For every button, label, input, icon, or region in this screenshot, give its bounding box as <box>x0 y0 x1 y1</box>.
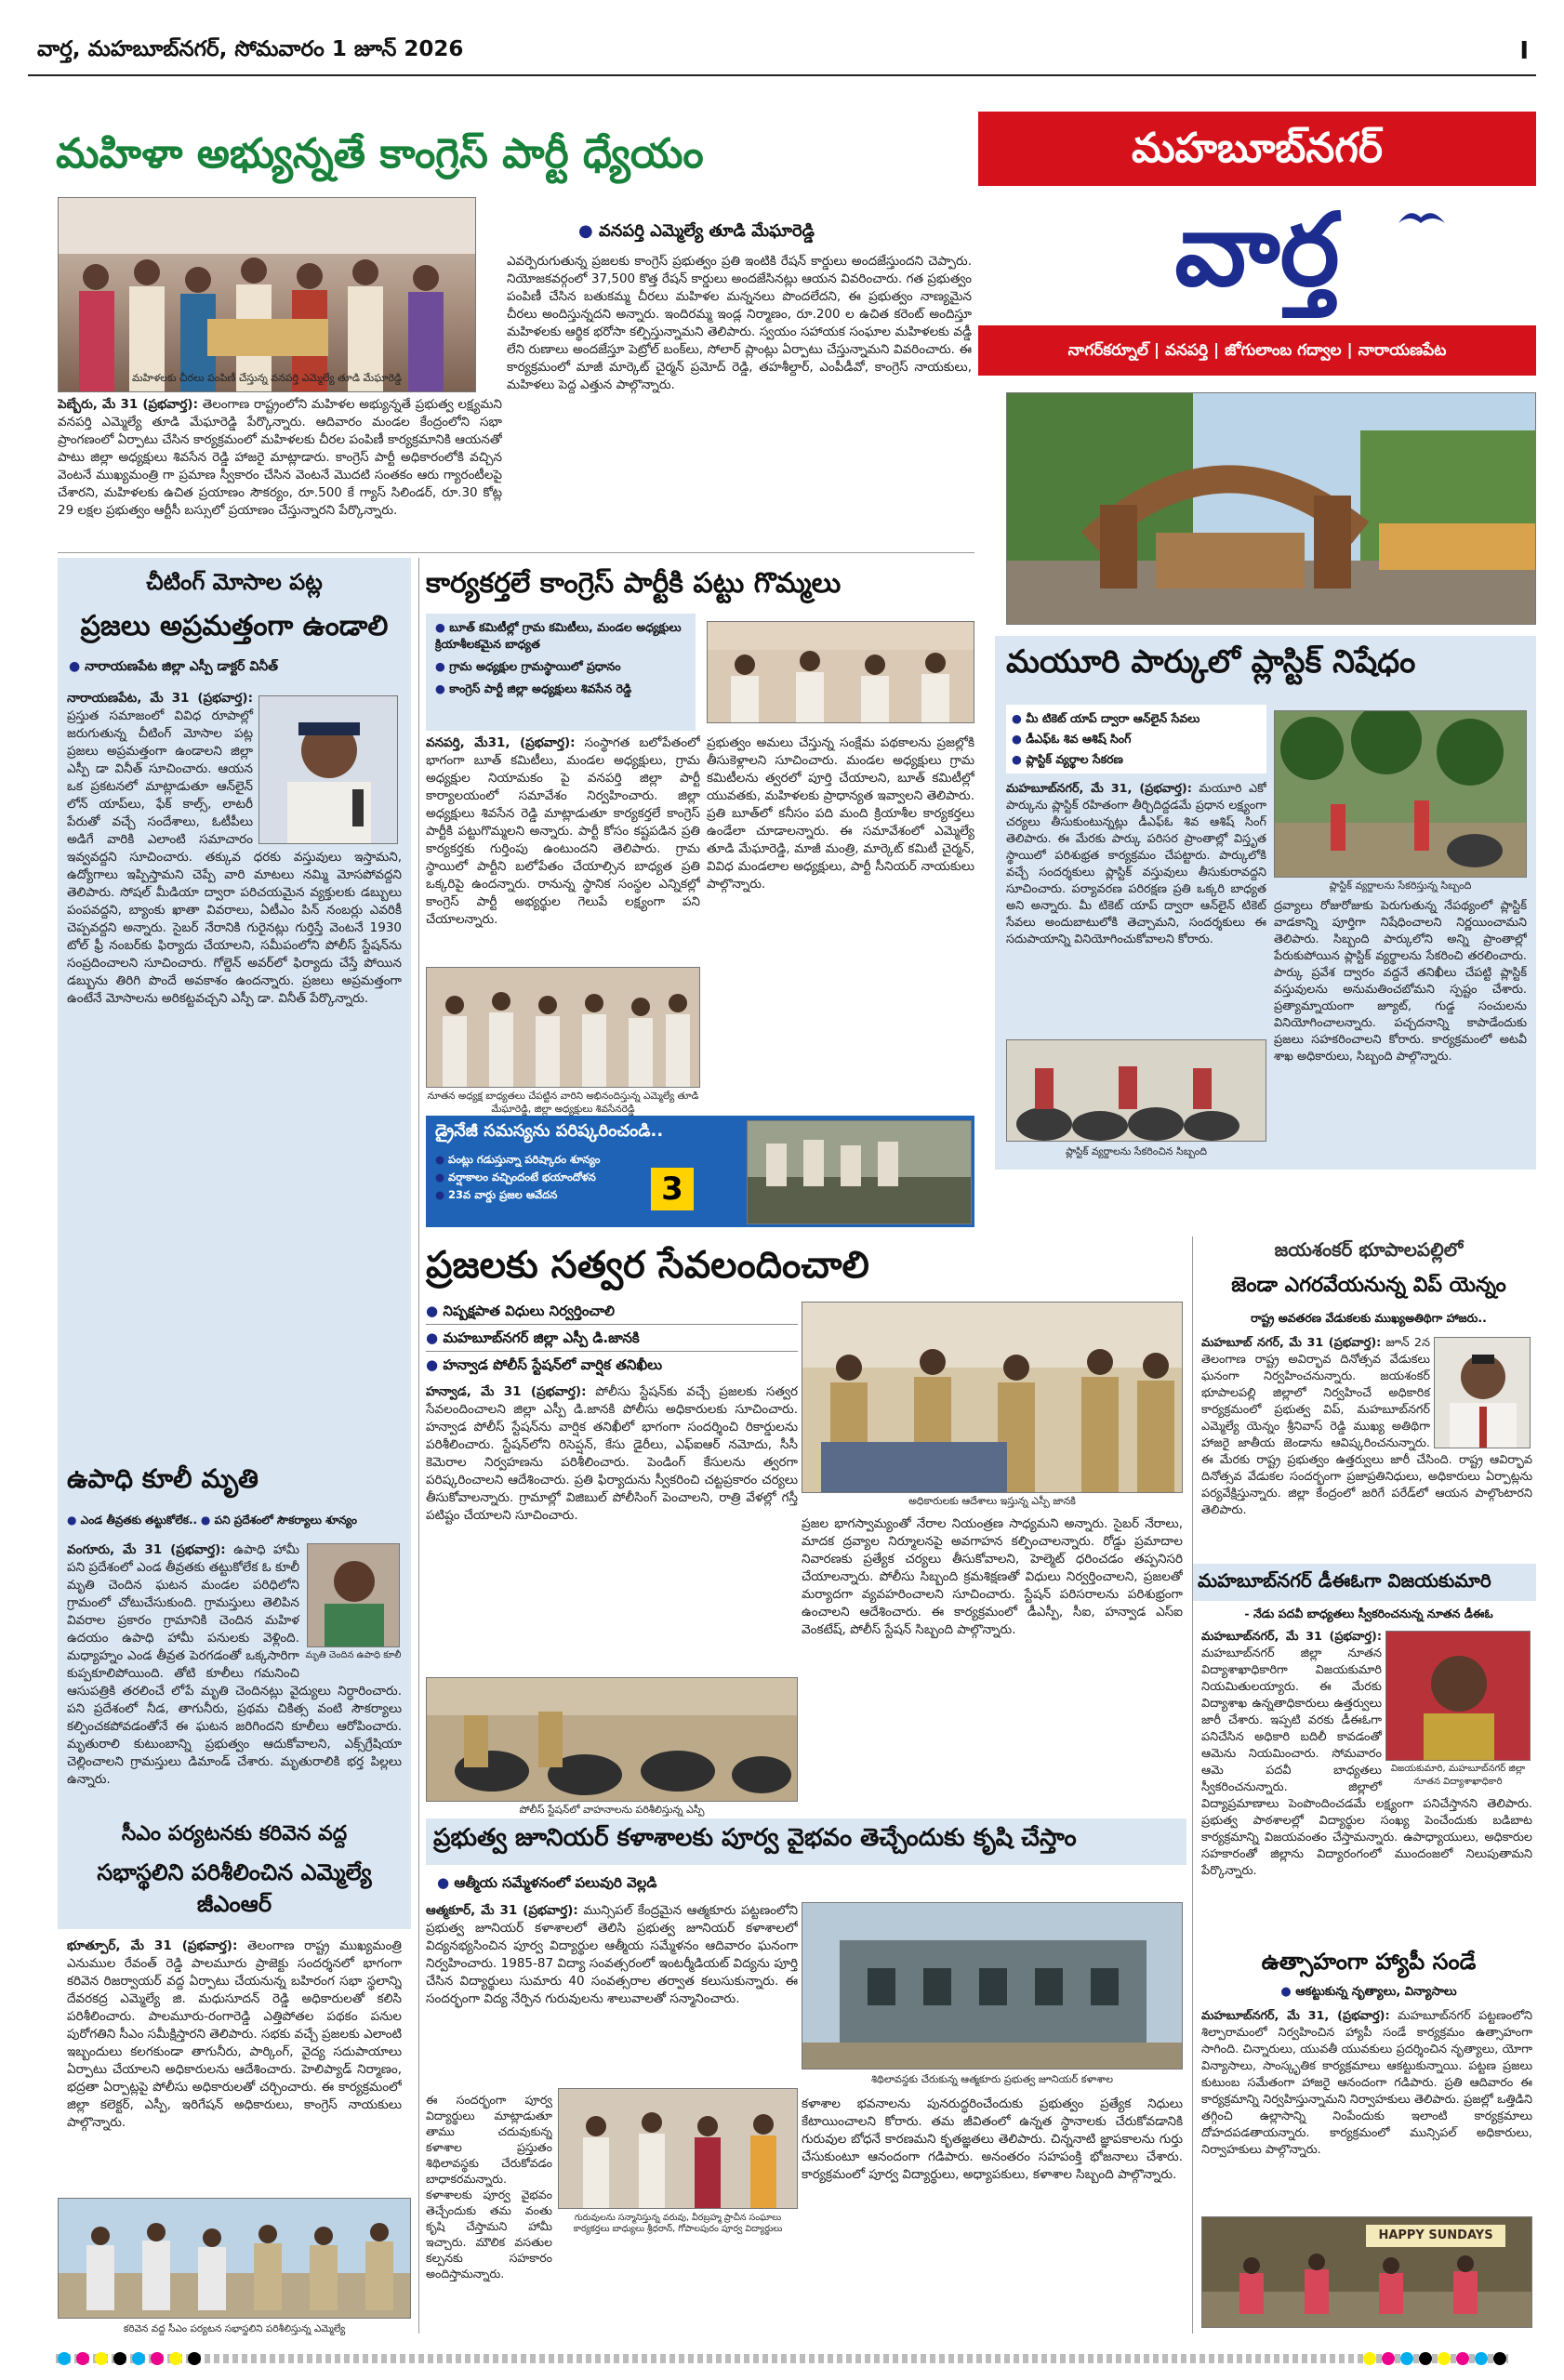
college-photo-1-caption: గురువులను సన్మానిస్తున్న వరువు, వీరబ్రహ్మ ప్రాచీన సంఘాలు కార్యకర్తలు బాధ్యులు శ్రీధరాన్, గోపాలపురం పూర్వ విద్యార్థులు <box>573 2213 783 2234</box>
mayuri-photo-2 <box>1006 1039 1266 1142</box>
workers-col1-text: సంస్థాగత బలోపేతంలో భాగంగా బూత్ కమిటీలు, మండల అధ్యక్షులు, గ్రామ అధ్యక్షుల నియామకం పై వనపర్తి జిల్లా పార్టీ కార్యాలయంలో సమావేశం నిర్వహించారు. జిల్లా అధ్యక్షులు శివసేన రెడ్డి మాట్లాడుతూ కార్యకర్తలే కాంగ్రెస్ పార్టీకి పట్టుగొమ్మలని అన్నారు. పార్టీ కోసం కష్టపడిన ప్రతి కార్యకర్తకు గుర్తింపు ఉంటుందని తెలిపారు. గ్రామ స్థాయిలో పార్టీని బలోపేతం చేయాల్సిన బాధ్యత ప్రతి ఒక్కరిపై ఉందన్నారు. రానున్న స్థానిక సంస్థల ఎన్నికల్లో కాంగ్రెస్ పార్టీ అభ్యర్థుల గెలుపే లక్ష్యంగా పని చేయాలన్నారు. <box>426 735 700 927</box>
jayashankar-body <box>1201 1335 1532 1549</box>
mayuri-bullet-3: ● ప్లాస్టిక్ వ్యర్థాల సేకరణ <box>1012 749 1261 770</box>
drainage-bullet-3: ● 23వ వార్డు ప్రజల ఆవేదన <box>435 1186 742 1204</box>
masthead <box>978 112 1536 385</box>
cheating-byline: ● నారాయణపేట జిల్లా ఎస్పీ డాక్టర్ వినీత్ <box>69 656 404 677</box>
drainage-teaser <box>426 1116 974 1227</box>
college-col3 <box>802 2096 1183 2328</box>
workers-bullet-3: ● కాంగ్రెస్ పార్టీ జిల్లా అధ్యక్షులు శివసేన రెడ్డి <box>435 681 686 697</box>
vijaya-headline: మహబూబ్‌నగర్ డీఈఓగా విజయకుమారి <box>1198 1569 1491 1592</box>
header-rule <box>28 74 1536 76</box>
mayuri-bullet-1: ● మీ టికెట్ యాప్ ద్వారా ఆన్‌లైన్ సేవలు <box>1012 708 1261 729</box>
death-photo-caption: మృతి చెందిన ఉపాధి కూలీ <box>305 1650 402 1660</box>
college-dateline: ఆత్మకూర్, మే 31 (ప్రభవార్త): <box>426 1903 578 1918</box>
jayashankar-body-text: జూన్ 2న తెలంగాణ రాష్ట్ర అవిర్భావ దినోత్సవ వేడుకలు ఘనంగా నిర్వహించనున్నారు. జయశంకర్ భూపాలపల్లి జిల్లాలో నిర్వహించే అధికారిక కార్యక్రమంలో ప్రభుత్వ విప్, మహబూబ్‌నగర్ ఎమ్మెల్యే యెన్నం శ్రీనివాస్ రెడ్డి ముఖ్య అతిథిగా హాజరై జాతీయ జెండాను ఆవిష్కరించనున్నారు. ఈ మేరకు రాష్ట్ర ప్రభుత్వం ఉత్తర్వులు జారీ చేసింది. రాష్ట్ర ఆవిర్భావ దినోత్సవ వేడుకల సందర్భంగా ప్రజాప్రతినిధులు, అధికారులు ఏర్పాట్లను పర్యవేక్షిస్తున్నారు. జిల్లా కేంద్రంలో జరిగే పరేడ్‌లో ఆయన పాల్గొంటారని తెలిపారు. <box>1201 1336 1532 1517</box>
workers-headline: కార్యకర్తలే కాంగ్రెస్ పార్టీకి పట్టు గొమ్మలు <box>426 567 842 600</box>
workers-photo-caption: నూతన అధ్యక్ష బాధ్యతలు చేపట్టిన వారిని అభినందిస్తున్న ఎమ్మెల్యే తూడి మేఘారెడ్డి, జిల్లా అధ్యక్షులు శివసేనరెడ్డి <box>427 1091 699 1115</box>
mayuri-photo-1 <box>1274 710 1527 878</box>
rule-lead-bottom <box>58 552 974 553</box>
lead-photo <box>58 197 476 392</box>
mayuri-photo-2-caption: ప్లాస్టిక్ వ్యర్థాలను సేకరించిన సిబ్బంది <box>1065 1145 1208 1157</box>
college-photo-1 <box>558 2088 798 2209</box>
services-photo-1 <box>802 1302 1183 1493</box>
registration-dots <box>56 2350 223 2367</box>
drainage-photo <box>747 1120 972 1224</box>
sunday-banner: HAPPY SUNDAYS <box>1366 2225 1505 2247</box>
jayashankar-sub: రాష్ట్ర అవతరణ వేడుకలకు ముఖ్యఅతిథిగా హాజరు.. <box>1251 1311 1487 1325</box>
services-col1-text: పోలీసు స్టేషన్‌కు వచ్చే ప్రజలకు సత్వర సేవలందించాలని జిల్లా ఎస్పీ డి.జానకి పోలీసు అధికారులకు సూచించారు. హన్వాడ పోలీస్ స్టేషన్‌ను వార్షిక తనిఖీలో భాగంగా సందర్శించి రికార్డులను పరిశీలించారు. స్టేషన్‌లోని రిసెప్షన్, కేసు డైరీలు, ఎఫ్‌ఐఆర్ నమోదు, సీసీ కెమెరాల నిర్వహణను పరిశీలించారు. పెండింగ్ కేసులను త్వరగా పరిష్కరించాలని ఆదేశించారు. ప్రతి ఫిర్యాదును స్వీకరించి చట్టప్రకారం చర్యలు తీసుకోవాలన్నారు. గ్రామాల్లో విజిబుల్ పోలీసింగ్ పెంచాలని, రాత్రి వేళల్లో గస్తీ పటిష్టం చేయాలని సూచించారు. <box>426 1384 798 1523</box>
drain-image <box>748 1121 971 1223</box>
cm-headline: సభాస్థలిని పరిశీలించిన ఎమ్మెల్యే జీఎంఆర్ <box>97 1859 372 1917</box>
workers-col2-text: ప్రభుత్వం అమలు చేస్తున్న సంక్షేమ పథకాలను ప్రజల్లోకి తీసుకెళ్లాలని సూచించారు. మండల అధ్యక్షులు గ్రామ కమిటీలను త్వరలో పూర్తి చేయాలని, బూత్ కమిటీల్లో యువతకు, మహిళలకు ప్రాధాన్యత ఇవ్వాలని తెలిపారు. ప్రతి బూత్‌లో కనీసం పది మంది క్రియాశీల కార్యకర్తలు ఉండేలా చూడాలన్నారు. ఈ సమావేశంలో ఎమ్మెల్యే తూడి మేఘారెడ్డి, మాజీ మంత్రి, మార్కెట్ కమిటీ చైర్మన్, వివిధ మండలాల అధ్యక్షులు, పార్టీ సీనియర్ నాయకులు పాల్గొన్నారు. <box>707 735 974 892</box>
death-kicker-2: ● పని ప్రదేశంలో సౌకర్యాలు శూన్యం <box>201 1514 357 1527</box>
services-headline: ప్రజలకు సత్వర సేవలందించాలి <box>426 1244 869 1287</box>
services-dateline: హన్వాడ, మే 31 (ప్రభవార్త): <box>426 1384 587 1399</box>
workers-bullet-1: ● బూత్ కమిటీల్లో గ్రామ కమిటీలు, మండల అధ్యక్షులు క్రియాశీలకమైన బాధ్యత <box>435 619 686 653</box>
lead-col2-text: ఎవర్పెరుగుతున్న ప్రజలకు కాంగ్రెస్ ప్రభుత్వం ప్రతి ఇంటికి రేషన్ కార్డులు అందజేస్తుందని చెప్పారు. నియోజకవర్గంలో 37,500 కొత్త రేషన్ కార్డులు అందజేసినట్లు ఆయన వివరించారు. గత ప్రభుత్వం పంపిణీ చేసిన బతుకమ్మ చీరలు మహిళల మన్ననలు పొందలేదని, ఈ ప్రభుత్వం నాణ్యమైన చీరలు అందిస్తున్నదని అన్నారు. ఇందిరమ్మ ఇండ్ల నిర్మాణం, రూ.200 ల ఉచిత కరెంట్ అందిస్తూ మహిళలకు ఆర్థిక భరోసా కల్పిస్తున్నామని తెలిపారు. స్వయం సహాయక సంఘాల మహిళలకు వడ్డీ లేని రుణాలు అందజేస్తూ పెట్రోల్ బంక్‌లు, సోలార్ ప్లాంట్లు ఏర్పాటు చేస్తున్నామని వివరించారు. ఈ కార్యక్రమంలో మాజీ మార్కెట్ చైర్మన్ ప్రమోద్ రెడ్డి, తహశీల్దార్, ఎంపీడీవో, కాంగ్రెస్ నాయకులు, మహిళలు పెద్ద ఎత్తున పాల్గొన్నారు. <box>507 254 972 392</box>
rule-left <box>418 558 419 2334</box>
drainage-headline: డ్రైనేజీ సమస్యను పరిష్కరించండి.. <box>435 1121 664 1141</box>
mayuri-body-text: మయూరి ఎకో పార్కును ప్లాస్టిక్ రహితంగా తీర్చిదిద్దడమే ప్రధాన లక్ష్యంగా చర్యలు తీసుకుంటున్నట్లు డీఎఫ్‌ఓ శివ ఆశిష్ సింగ్ తెలిపారు. ఈ మేరకు పార్కు పరిసర ప్రాంతాల్లో విస్తృత స్థాయిలో పరిశుభ్రత కార్యక్రమం చేపట్టారు. పార్కులోకి వచ్చే సందర్శకులు ప్లాస్టిక్ వస్తువులు తీసుకురావద్దని సూచించారు. పర్యావరణ పరిరక్షణ ప్రతి ఒక్కరి బాధ్యత అని అన్నారు. మీ టికెట్ యాప్ ద్వారా ఆన్‌లైన్ టికెట్ సేవలు అందుబాటులోకి తెచ్చామని, సందర్శకులు ఈ సదుపాయాన్ని వినియోగించుకోవాలని కోరారు. <box>1006 782 1266 946</box>
services-col1 <box>426 1383 798 1672</box>
cm-photo-caption: కరివెన వద్ద సీఎం పర్యటన సభాస్థలిని పరిశీలిస్తున్న ఎమ్మెల్యే <box>123 2323 346 2334</box>
site-inspection-image <box>59 2199 411 2319</box>
workers-bullet-box <box>426 614 696 731</box>
mayuri-headline: మయూరి పార్కులో ప్లాస్టిక్ నిషేధం <box>1006 643 1416 681</box>
lead-col1-text: తెలంగాణ రాష్ట్రంలోని మహిళల అభ్యున్నతే ప్రభుత్వ లక్ష్యమని వనపర్తి ఎమ్మెల్యే తూడి మేఘారెడ్డి పేర్కొన్నారు. ఆదివారం మండల కేంద్రంలోని సభా ప్రాంగణంలో ఏర్పాటు చేసిన కార్యక్రమంలో మహిళలకు చీరల పంపిణీ కార్యక్రమానికి ఆయనతో పాటు జిల్లా అధ్యక్షులు శివసేన రెడ్డి హాజరై మాట్లాడారు. కాంగ్రెస్ పార్టీ అధికారంలోకి వచ్చిన వెంటనే ముఖ్యమంత్రి గా ప్రమాణ స్వీకారం చేసిన వెంటనే మొదటి సంతకం ఆరు గ్యారంటీలపై చేశారని, మహిళలకు ఉచిత ప్రయాణం సౌకర్యం, రూ.500 కే గ్యాస్ సిలిండర్, రూ.30 కోట్ల 29 లక్షల ప్రభుత్వం ఆర్టీసీ బస్సులో ప్రయాణం చేస్తున్నారని పేర్కొన్నారు. <box>58 397 502 518</box>
rule-right <box>1192 1236 1193 2334</box>
college-col3-text: కళాశాల భవనాలను పునరుద్ధరించేందుకు ప్రభుత్వం ప్రత్యేక నిధులు కేటాయించాలని కోరారు. తమ జీవితంలో ఉన్నత స్థానాలకు చేరుకోవడానికి గురువుల బోధనే కారణమని కృతజ్ఞతలు తెలిపారు. చిన్ననాటి జ్ఞాపకాలను గుర్తు చేసుకుంటూ ఆనందంగా గడిపారు. అనంతరం సహపంక్తి భోజనాలు చేశారు. కార్యక్రమంలో పూర్వ విద్యార్థులు, అధ్యాపకులు, కళాశాల సిబ్బంది పాల్గొన్నారు. <box>802 2096 1183 2182</box>
park-gate-image <box>1007 393 1536 625</box>
cheating-dateline: నారాయణపేట, మే 31 (ప్రభవార్త): <box>67 691 253 706</box>
dateline: వార్త, మహబూబ్‌నగర్, సోమవారం 1 జూన్ 2026 <box>37 37 464 61</box>
jayashankar-kicker: జయశంకర్ భూపాలపల్లిలో <box>1274 1238 1464 1261</box>
collected-waste-image <box>1007 1040 1266 1142</box>
sunday-body-text: మహబూబ్‌నగర్ పట్టణంలోని శిల్పారామంలో నిర్వహించిన హ్యాపీ సండే కార్యక్రమం ఉత్సాహంగా సాగింది. చిన్నారులు, యువతీ యువకులు ప్రదర్శించిన నృత్యాలు, యోగా విన్యాసాలు, సాంస్కృతిక కార్యక్రమాలు ఆకట్టుకున్నాయి. పట్టణ ప్రజలు కుటుంబ సమేతంగా హాజరై ఆనందంగా గడిపారు. ప్రతి ఆదివారం ఈ కార్యక్రమాన్ని నిర్వహిస్తున్నామని నిర్వాహకులు తెలిపారు. ప్రజల్లో ఒత్తిడిని తగ్గించి ఉల్లాసాన్ని నింపేందుకు ఇలాంటి కార్యక్రమాలు దోహదపడతాయన్నారు. కార్యక్రమంలో మున్సిపల్ అధికారులు, నిర్వాహకులు పాల్గొన్నారు. <box>1201 2009 1532 2157</box>
college-col1b <box>426 2092 552 2328</box>
services-photo-2-caption: పోలీస్ స్టేషన్‌లో వాహనాలను పరిశీలిస్తున్న ఎస్పీ <box>519 1804 705 1816</box>
mayuri-bullet-2: ● డీఎఫ్‌ఓ శివ ఆశిష్ సింగ్ <box>1012 729 1261 749</box>
vijaya-body <box>1201 1629 1532 1934</box>
death-kickers <box>67 1510 402 1530</box>
workers-dateline: వనపర్తి, మే31, (ప్రభవార్త): <box>426 735 576 750</box>
services-bullet-2: ● మహబూబ్‌నగర్ జిల్లా ఎస్పీ డి.జానకి <box>426 1325 798 1352</box>
page-header <box>28 37 1536 74</box>
cheating-headline: ప్రజలు అప్రమత్తంగా ఉండాలి <box>80 610 389 642</box>
vijaya-body-text: మహబూబ్‌నగర్ జిల్లా నూతన విద్యాశాఖాధికారిగా విజయకుమారి నియమితులయ్యారు. ఈ మేరకు విద్యాశాఖ ఉన్నతాధికారులు ఉత్తర్వులు జారీ చేశారు. ఇప్పటి వరకు డీఈఓగా పనిచేసిన అధికారి బదిలీ కావడంతో ఆమెను నియమించారు. సోమవారం ఆమె పదవీ బాధ్యతలు స్వీకరించనున్నారు. జిల్లాలో విద్యాప్రమాణాలు పెంపొందించడమే లక్ష్యంగా పనిచేస్తానని తెలిపారు. ప్రభుత్వ పాఠశాలల్లో విద్యార్థుల సంఖ్య పెంచేందుకు బడిబాట కార్యక్రమాన్ని విజయవంతం చేస్తామన్నారు. ఉపాధ్యాయులు, అధికారుల సహకారంతో జిల్లాను విద్యారంగంలో ముందంజలో నిలుపుతామని పేర్కొన్నారు. <box>1201 1646 1532 1878</box>
felicitation-teachers-image <box>559 2089 798 2209</box>
services-col2 <box>802 1515 1183 1755</box>
sunday-headline: ఉత్సాహంగా హ్యాపీ సండే <box>1261 1949 1477 1975</box>
cm-dateline: భూత్పూర్, మే 31 (ప్రభవార్త): <box>67 1938 238 1953</box>
masthead-city: మహబూబ్‌నగర్ <box>978 112 1536 186</box>
mayuri-dateline: మహబూబ్‌నగర్, మే 31, (ప్రభవార్త): <box>1006 782 1192 796</box>
mayuri-col2 <box>1274 898 1527 1162</box>
vehicles-inspection-image <box>427 1678 798 1802</box>
lead-kicker: ● వనపర్తి ఎమ్మెల్యే తూడి మేఘారెడ్డి <box>578 221 969 242</box>
vijaya-photo-caption: విజయకుమారి, మహబూబ్‌నగర్ జిల్లా నూతన విద్యాశాఖాధికారి <box>1390 1764 1526 1787</box>
cleanup-forest-image <box>1275 711 1527 878</box>
park-photo <box>1006 392 1536 625</box>
police-officers-image <box>802 1302 1183 1493</box>
death-headline: ఉపాధి కూలీ మృతి <box>67 1463 258 1494</box>
registration-dots-right <box>1341 2350 1508 2367</box>
college-col1 <box>426 1902 798 2088</box>
services-bullet-1: ● నిష్పక్షపాత విధులు నిర్వర్తించాలి <box>426 1298 798 1325</box>
workers-photo-1 <box>707 621 974 723</box>
services-bullets <box>426 1298 798 1378</box>
college-col1-text: మున్సిపల్ కేంద్రమైన ఆత్మకూరు పట్టణంలోని ప్రభుత్వ జూనియర్ కళాశాలలో తెలిసి ప్రభుత్వ జూనియర్ కళాశాలలో విద్యనభ్యసించిన పూర్వ విద్యార్థుల ఆత్మీయ సమ్మేళనం ఆదివారం ఘనంగా నిర్వహించారు. 1985-87 విద్యా సంవత్సరంలో ఇంటర్మీడియట్ విద్యను పూర్తి చేసిన విద్యార్థులు సుమారు 40 సంవత్సరాల తర్వాత కలుసుకున్నారు. ఈ సందర్భంగా విద్య నేర్పిన గురువులను శాలువాలతో సన్మానించారు. <box>426 1903 798 2006</box>
workers-col1 <box>426 734 700 958</box>
lead-photo-caption: మహిళలకు చీరలు పంపిణీ చేస్తున్న వనపర్తి ఎమ్మెల్యే తూడి మేఘారెడ్డి <box>131 372 403 384</box>
people-group-image <box>59 198 476 392</box>
drainage-page-ref[interactable]: 3 <box>651 1168 694 1210</box>
page-mark: I <box>1519 37 1529 65</box>
services-photo-1-caption: అధికారులకు ఆదేశాలు ఇస్తున్న ఎస్పీ జానకి <box>908 1495 1076 1507</box>
mayuri-body <box>1006 781 1266 1034</box>
jayashankar-headline: జెండా ఎగరవేయనున్న విప్ యెన్నం <box>1231 1274 1506 1297</box>
college-photo-2 <box>802 1902 1183 2069</box>
cheating-body-text: ప్రస్తుత సమాజంలో వివిధ రూపాల్లో జరుగుతున్న చీటింగ్ మోసాల పట్ల ప్రజలు అప్రమత్తంగా ఉండాలని జిల్లా ఎస్పీ డా వినీత్ సూచించారు. ఆయన ఒక ప్రకటనలో మాట్లాడుతూ ఆన్‌లైన్ లోన్ యాప్‌లు, ఫేక్ కాల్స్, లాటరీ పేరుతో వచ్చే సందేశాలు, ఓటీపీలు అడిగే వారికి ఎలాంటి సమాచారం ఇవ్వవద్దని సూచించారు. తక్కువ ధరకు వస్తువులు ఇస్తామని, ఉద్యోగాలు ఇప్పిస్తామని చెప్పే వారి మాటలు నమ్మి మోసపోవద్దని తెలిపారు. సోషల్ మీడియా ద్వారా పరిచయమైన వ్యక్తులకు డబ్బులు పంపవద్దని, బ్యాంకు ఖాతా వివరాలు, ఏటీఎం పిన్ నంబర్లు ఎవరికీ చెప్పవద్దని అన్నారు. సైబర్ నేరానికి గురైనట్లు గుర్తిస్తే వెంటనే 1930 టోల్ ఫ్రీ నంబర్‌కు ఫిర్యాదు చేయాలని, సమీపంలోని పోలీస్ స్టేషన్‌ను సంప్రదించాలని సూచించారు. గోల్డెన్ అవర్‌లో ఫిర్యాదు చేస్తే పోయిన డబ్బును తిరిగి పొందే అవకాశం ఉందన్నారు. ప్రజలు అప్రమత్తంగా ఉంటేనే మోసాలను అరికట్టవచ్చని ఎస్పీ డా. వినీత్ పేర్కొన్నారు. <box>67 708 402 1006</box>
services-bullet-3: ● హన్వాడ పోలీస్ స్టేషన్‌లో వార్షిక తనిఖీలు <box>426 1352 798 1378</box>
drainage-bullet-1: ● పంట్లు గడుస్తున్నా పరిష్కారం శూన్యం <box>435 1151 742 1169</box>
sunday-photo <box>1201 2216 1532 2328</box>
college-bullet: ● ఆత్మీయ సమ్మేళనంలో పలువురి వెల్లడి <box>437 1872 809 1893</box>
meeting-image <box>708 622 974 723</box>
sunday-dateline: మహబూబ్‌నగర్, మే 31, (ప్రభవార్త): <box>1201 2009 1390 2023</box>
workers-bullet-2: ● గ్రామ అధ్యక్షుల గ్రామస్థాయిలో ప్రధానం <box>435 658 686 675</box>
mayuri-bullets <box>1006 705 1266 774</box>
cheating-body <box>67 690 402 1445</box>
cm-kicker: సీఎం పర్యటనకు కరివెన వద్ద <box>121 1822 348 1845</box>
lead-col1 <box>58 396 502 547</box>
vijaya-sub: - నేడు పదవీ బాధ్యతలు స్వీకరించనున్న నూతన డీఈఓ <box>1244 1606 1493 1620</box>
death-kicker-1: ● ఎండ తీవ్రతకు తట్టుకోలేక.. <box>67 1514 197 1527</box>
cm-body <box>67 1937 402 2190</box>
workers-col2 <box>707 734 974 1144</box>
cheating-kicker: చీటింగ్ మోసాల పట్ల <box>146 569 323 595</box>
death-body-text: ఉపాధి హామీ పని ప్రదేశంలో ఎండ తీవ్రతకు తట్టుకోలేక ఓ కూలీ మృతి చెందిన ఘటన మండల పరిధిలోని గ్రామంలో చోటుచేసుకుంది. గ్రామస్తులు తెలిపిన వివరాల ప్రకారం గ్రామానికి చెందిన మహిళ ఉదయం ఉపాధి హామీ పనులకు వెళ్లింది. మధ్యాహ్నం ఎండ తీవ్రత పెరగడంతో ఒక్కసారిగా కుప్పకూలిపోయింది. తోటి కూలీలు గమనించి ఆసుపత్రికి తరలించే లోపే మృతి చెందినట్లు వైద్యులు నిర్ధారించారు. పని ప్రదేశంలో నీడ, తాగునీరు, ప్రథమ చికిత్స వంటి సౌకర్యాలు కల్పించకపోవడంతోనే ఈ ఘటన జరిగిందని కూలీలు ఆరోపించారు. మృతురాలి కుటుంబాన్ని ప్రభుత్వం ఆదుకోవాలని, ఎక్స్‌గ్రేషియా చెల్లించాలని గ్రామస్తులు డిమాండ్ చేశారు. మృతురాలికి భర్త పిల్లలు ఉన్నారు. <box>67 1542 402 1787</box>
sunday-sub: ● ఆకట్టుకున్న నృత్యాలు, విన్యాసాలు <box>1201 1982 1536 2003</box>
mayuri-col2-text: ద్రవ్యాలు రోజురోజుకు పెరుగుతున్న నేపథ్యంలో ప్లాస్టిక్ వాడకాన్ని పూర్తిగా నిషేధించాలని నిర్ణయించామని తెలిపారు. సిబ్బంది పార్కులోని అన్ని ప్రాంతాల్లో పేరుకుపోయిన ప్లాస్టిక్ వ్యర్థాలను సేకరించి తరలించారు. పార్కు ప్రవేశ ద్వారం వద్దనే తనిఖీలు చేపట్టి ప్లాస్టిక్ వస్తువులను అనుమతించబోమని స్పష్టం చేశారు. ప్రత్యామ్నాయంగా జ్యూట్, గుడ్డ సంచులను వినియోగించాలన్నారు. పచ్చదనాన్ని కాపాడేందుకు ప్రజలు సహకరించాలని కోరారు. కార్యక్రమంలో అటవీ శాఖ అధికారులు, సిబ్బంది పాల్గొన్నారు. <box>1274 899 1527 1064</box>
mayuri-photo-1-caption: ప్లాస్టిక్ వ్యర్థాలను సేకరిస్తున్న సిబ్బంది <box>1329 879 1472 892</box>
masthead-logo: వార్త <box>978 186 1536 316</box>
jayashankar-dateline: మహబూబ్ నగర్, మే 31 (ప్రభవార్త): <box>1201 1336 1382 1350</box>
workers-photo-2 <box>426 967 700 1088</box>
lead-dateline: పెబ్బేరు, మే 31 (ప్రభవార్త): <box>58 397 198 412</box>
felicitation-image <box>427 968 700 1088</box>
masthead-districts: నాగర్‌కర్నూల్ | వనపర్తి | జోగులాంబ గద్వాల | నారాయణపేట <box>978 325 1536 376</box>
bird-icon <box>1397 205 1447 229</box>
vijaya-dateline: మహబూబ్‌నగర్, మే 31 (ప్రభవార్త): <box>1201 1630 1382 1644</box>
sunday-body <box>1201 2008 1532 2213</box>
college-col2-text: ఈ సందర్భంగా పూర్వ విద్యార్థులు మాట్లాడుతూ తాము చదువుకున్న కళాశాల ప్రస్తుతం శిథిలావస్థకు చేరుకోవడం బాధాకరమన్నారు. కళాశాలకు పూర్వ వైభవం తెచ్చేందుకు తమ వంతు కృషి చేస్తామని హామీ ఇచ్చారు. మౌలిక వసతుల కల్పనకు సహకారం అందిస్తామన్నారు. <box>426 2093 552 2281</box>
drainage-bullet-2: ● వర్షాకాలం వచ్చిందంటే భయాందోళన <box>435 1169 742 1186</box>
print-marks <box>56 2350 1508 2367</box>
death-body <box>67 1541 402 1818</box>
services-col2-text: ప్రజల భాగస్వామ్యంతో నేరాల నియంత్రణ సాధ్యమని అన్నారు. సైబర్ నేరాలు, మాదక ద్రవ్యాల నిర్మూలనపై అవగాహన కల్పించాలన్నారు. రోడ్డు ప్రమాదాల నివారణకు ప్రత్యేక చర్యలు తీసుకోవాలని, హెల్మెట్ ధరించడం తప్పనిసరి చేయాలన్నారు. పోలీసు సిబ్బంది క్రమశిక్షణతో విధులు నిర్వర్తించాలని, ప్రజలతో మర్యాదగా వ్యవహరించాలని సూచించారు. స్టేషన్ పరిసరాలను పరిశుభ్రంగా ఉంచాలని ఆదేశించారు. ఈ కార్యక్రమంలో డీఎస్పీ, సీఐ, హన్వాడ ఎస్ఐ వెంకటేష్, పోలీస్ స్టేషన్ సిబ్బంది పాల్గొన్నారు. <box>802 1516 1183 1637</box>
services-photo-2 <box>426 1677 798 1802</box>
lead-headline: మహిళా అభ్యున్నతే కాంగ్రెస్ పార్టీ ధ్యేయం <box>56 130 704 178</box>
cm-photo <box>58 2198 411 2319</box>
college-photo-2-caption: శిథిలావస్థకు చేరుకున్న ఆత్మకూరు ప్రభుత్వ జూనియర్ కళాశాల <box>871 2073 1113 2085</box>
death-dateline: వంగూరు, మే 31 (ప్రభవార్త): <box>67 1542 226 1557</box>
college-building-image <box>802 1903 1183 2069</box>
cm-body-text: తెలంగాణ రాష్ట్ర ముఖ్యమంత్రి ఎనుముల రేవంత్ రెడ్డి పాలమూరు ప్రాజెక్టు సందర్శనలో భాగంగా కరివెన రిజర్వాయర్ వద్ద ఏర్పాటు చేయనున్న బహిరంగ సభా స్థలాన్ని దేవరకద్ర ఎమ్మెల్యే జి. మధుసూదన్ రెడ్డి అధికారులతో కలిసి పరిశీలించారు. పాలమూరు-రంగారెడ్డి ఎత్తిపోతల పథకం పనుల పురోగతిని సీఎం సమీక్షిస్తారని తెలిపారు. సభకు వచ్చే ప్రజలకు ఎలాంటి ఇబ్బందులు కలగకుండా తాగునీరు, పార్కింగ్, వైద్య సదుపాయాలు ఏర్పాటు చేయాలని అధికారులను ఆదేశించారు. హెలిప్యాడ్ నిర్మాణం, భద్రతా ఏర్పాట్లపై పోలీసు అధికారులతో చర్చించారు. ఈ కార్యక్రమంలో జిల్లా కలెక్టర్, ఎస్పీ, ఇరిగేషన్ అధికారులు, కాంగ్రెస్ నాయకులు పాల్గొన్నారు. <box>67 1938 402 2130</box>
college-headline: ప్రభుత్వ జూనియర్ కళాశాలకు పూర్వ వైభవం తెచ్చేందుకు కృషి చేస్తాం <box>433 1824 1077 1852</box>
lead-col2 <box>507 253 972 547</box>
